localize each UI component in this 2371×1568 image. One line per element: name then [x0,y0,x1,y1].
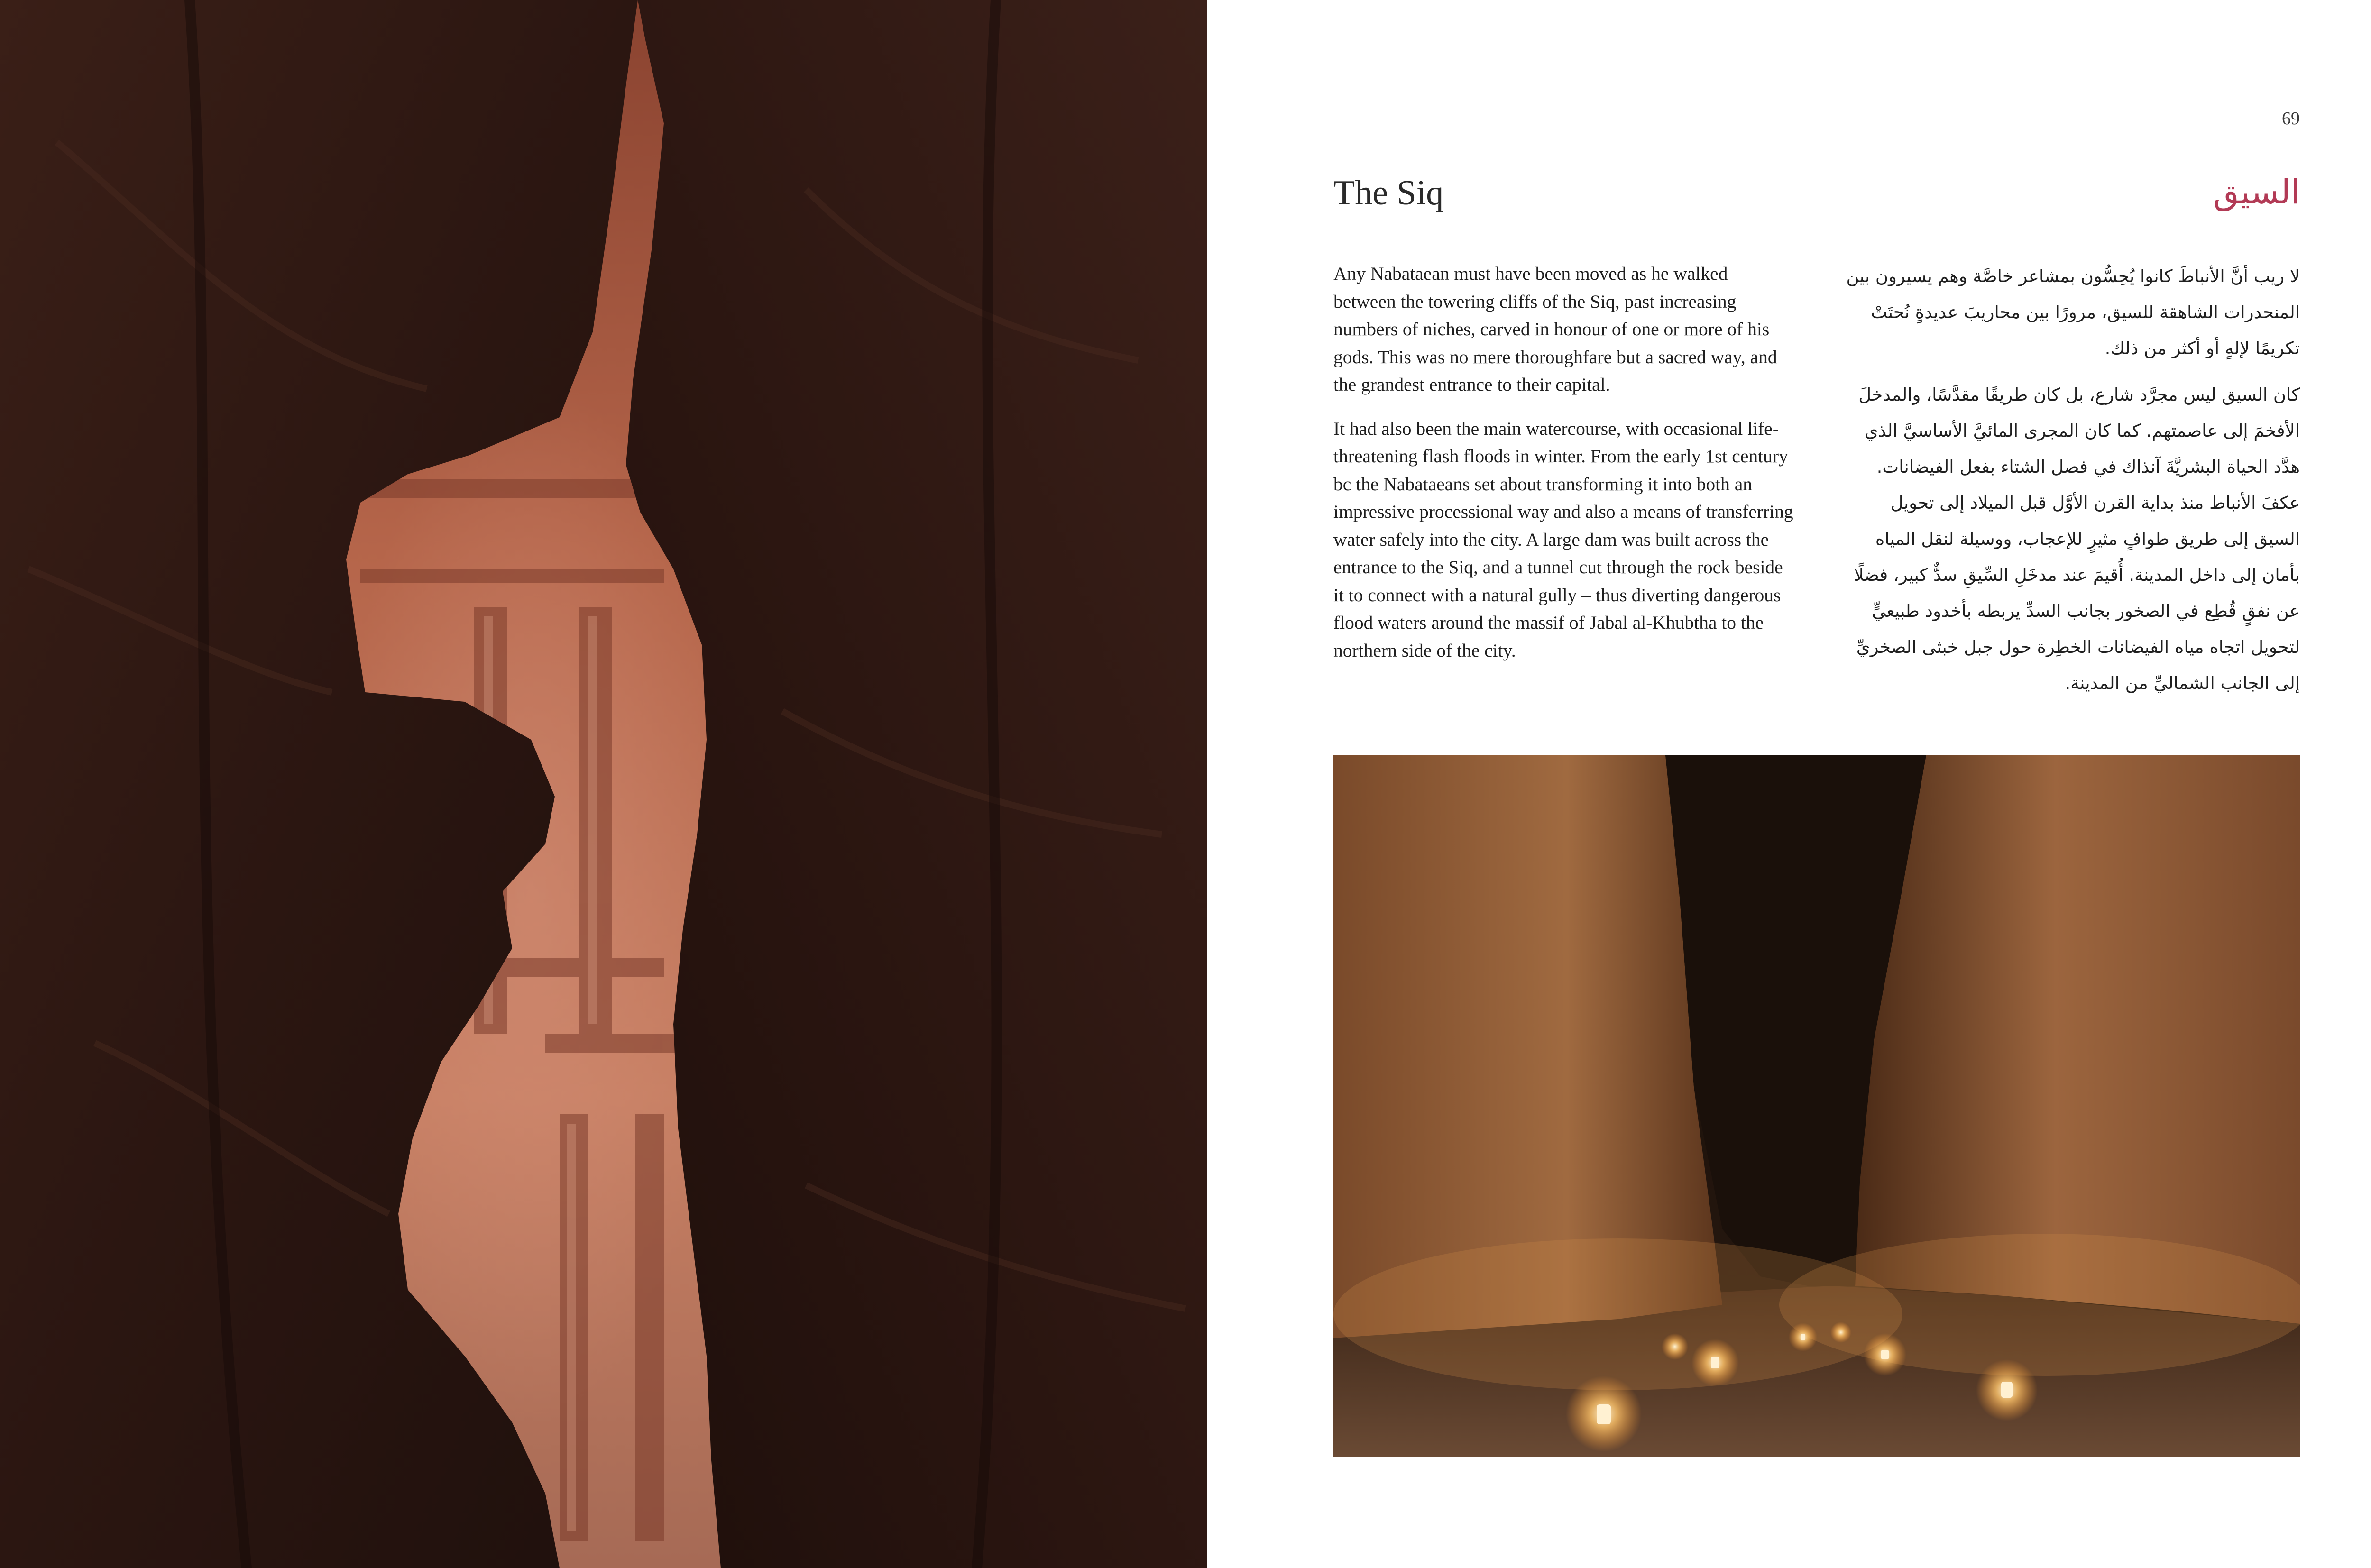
page-number: 69 [2282,109,2300,128]
arabic-text-column [1840,258,2300,712]
arabic-paragraph: لا ريب أنَّ الأنباطَ كانوا يُحِسُّون بمشاعر خاصَّة وهم يسيرون بين المنحدرات الشاهقة للسيق، مرورًا بين محاريبَ عديدةٍ نُحتَتْ تكريمًا لإلهٍ أو أكثر من ذلك. [1846,266,2300,358]
english-heading: The Siq [1333,174,1444,212]
english-paragraph: Any Nabataean must have been moved as he walked between the towering cliffs of the Siq, past increasing numbers of niches, carved in honour of one or more of his gods. This was no mere thoroughfare but a sacred way, and the grandest entrance to their capital. [1333,263,1777,395]
english-text-column [1333,260,1793,680]
siq-by-night-candles-photo [1333,755,2300,1457]
arabic-heading: السيق [2213,173,2300,211]
arabic-paragraph: كان السيق ليس مجرَّد شارع، بل كان طريقًا مقدَّسًا، والمدخلَ الأفخمَ إلى عاصمتهم. كما كان المجرى المائيَّ الأساسيَّ الذي هدَّد الحياة البشريَّةَ آنذاك في فصل الشتاء بفعل الفيضانات. عكفَ الأنباط منذ بداية القرن الأوَّل قبل الميلاد إلى تحويل السيق إلى طريق طوافٍ مثيرٍ للإعجاب، ووسيلة لنقل المياه بأمان إلى داخل المدينة. أُقيمَ عند مدخَلِ السِّيقِ سدٌّ كبير، فضلًا عن نفقٍ قُطِع في الصخور بجانب السدِّ يربطه بأخدود طبيعيٍّ لتحويل اتجاه مياه الفيضانات الخطِرة حول جبل خبثى الصخريِّ إلى الجانب الشماليِّ من المدينة. [1854,385,2300,693]
english-paragraph: It had also been the main watercourse, with occasional life-threatening flash floods in winter. From the early 1st century bc the Nabataeans set about transforming it into both an impressive processional way and also a means of transferring water safely into the city. A large dam was built across the entrance to the Siq, and a tunnel cut through the rock beside it to connect with a natural gully – thus diverting dangerous flood waters around the massif of Jabal al-Khubtha to the northern side of the city. [1333,418,1793,661]
